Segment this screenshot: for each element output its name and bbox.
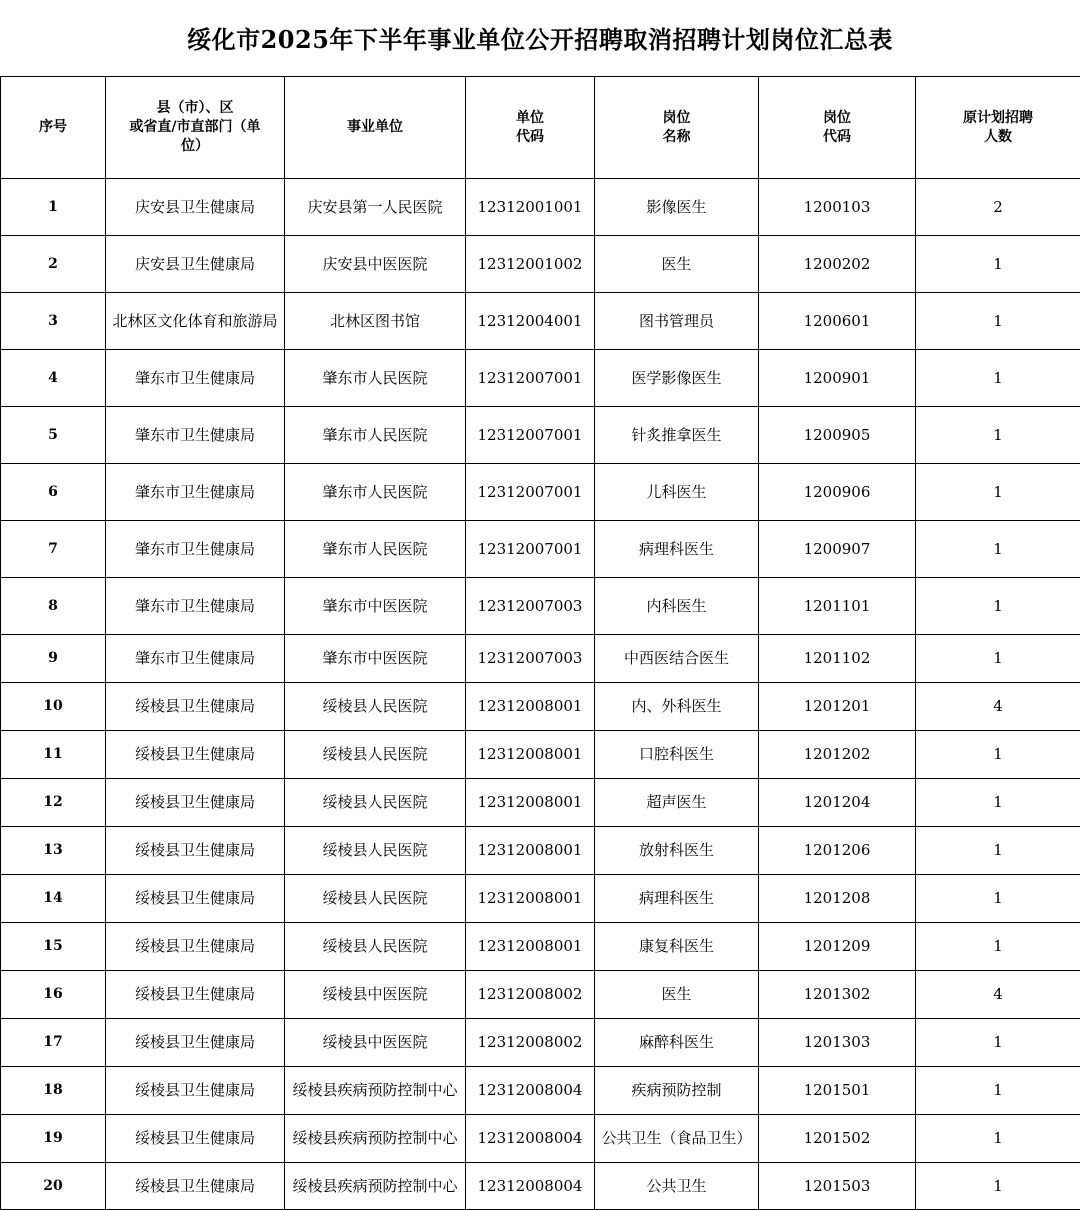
cell-unit: 绥棱县人民医院 [285,731,466,779]
cell-planned: 1 [916,923,1080,971]
cell-post-name: 儿科医生 [595,464,759,521]
cell-seq: 3 [1,293,106,350]
cell-post-code: 1200601 [759,293,916,350]
cell-unit: 绥棱县人民医院 [285,779,466,827]
cell-unit: 绥棱县中医医院 [285,1019,466,1067]
cell-planned: 1 [916,1019,1080,1067]
header-post-code [759,77,916,179]
cell-planned: 1 [916,350,1080,407]
cell-post-name: 医生 [595,236,759,293]
cell-seq: 2 [1,236,106,293]
cell-unit-code: 12312007001 [466,407,595,464]
cell-seq: 18 [1,1067,106,1115]
header-unit-code-line: 单位 [468,109,592,128]
cell-seq: 13 [1,827,106,875]
cell-county: 肇东市卫生健康局 [106,521,285,578]
cell-planned: 1 [916,293,1080,350]
cell-unit: 肇东市中医医院 [285,635,466,683]
table-row [1,875,1080,923]
cell-unit: 北林区图书馆 [285,293,466,350]
cell-post-code: 1200905 [759,407,916,464]
cell-unit-code: 12312008001 [466,731,595,779]
cell-unit-code: 12312007003 [466,578,595,635]
header-planned-line: 人数 [918,128,1078,147]
cell-seq: 16 [1,971,106,1019]
cell-post-name: 公共卫生 [595,1163,759,1210]
cell-post-name: 放射科医生 [595,827,759,875]
cell-post-code: 1201502 [759,1115,916,1163]
cell-planned: 1 [916,875,1080,923]
cell-county: 庆安县卫生健康局 [106,179,285,236]
cell-unit: 绥棱县人民医院 [285,827,466,875]
cell-planned: 1 [916,635,1080,683]
cell-unit-code: 12312008004 [466,1067,595,1115]
header-unit-code-line: 代码 [468,128,592,147]
cell-post-name: 麻醉科医生 [595,1019,759,1067]
cell-planned: 1 [916,779,1080,827]
cell-county: 北林区文化体育和旅游局 [106,293,285,350]
table-row [1,635,1080,683]
cell-seq: 6 [1,464,106,521]
cell-unit: 绥棱县疾病预防控制中心 [285,1067,466,1115]
cell-post-name: 内科医生 [595,578,759,635]
cell-unit-code: 12312008001 [466,779,595,827]
cell-seq: 8 [1,578,106,635]
cell-county: 绥棱县卫生健康局 [106,827,285,875]
header-post-code-line: 代码 [761,128,913,147]
cell-unit: 肇东市人民医院 [285,350,466,407]
header-post-name [595,77,759,179]
table-row [1,731,1080,779]
header-county [106,77,285,179]
cell-unit: 肇东市人民医院 [285,464,466,521]
cell-planned: 1 [916,578,1080,635]
cell-unit-code: 12312001002 [466,236,595,293]
table-row [1,236,1080,293]
cell-post-name: 医学影像医生 [595,350,759,407]
cell-planned: 4 [916,683,1080,731]
cell-unit-code: 12312008002 [466,971,595,1019]
cell-planned: 1 [916,464,1080,521]
cell-post-code: 1201209 [759,923,916,971]
cell-county: 绥棱县卫生健康局 [106,1019,285,1067]
cell-seq: 9 [1,635,106,683]
table-row [1,827,1080,875]
cell-unit-code: 12312007001 [466,464,595,521]
cell-planned: 2 [916,179,1080,236]
cell-seq: 5 [1,407,106,464]
cell-county: 肇东市卫生健康局 [106,350,285,407]
cell-post-code: 1201102 [759,635,916,683]
table-row [1,971,1080,1019]
header-county-line: 或省直/市直部门（单 [108,118,282,137]
cell-post-code: 1201204 [759,779,916,827]
table-row [1,179,1080,236]
cell-county: 绥棱县卫生健康局 [106,731,285,779]
table-body [1,179,1080,1210]
cell-post-code: 1200901 [759,350,916,407]
cell-post-name: 病理科医生 [595,875,759,923]
cell-unit-code: 12312008001 [466,683,595,731]
table-row [1,1067,1080,1115]
cell-county: 肇东市卫生健康局 [106,578,285,635]
cell-post-name: 内、外科医生 [595,683,759,731]
cell-county: 绥棱县卫生健康局 [106,779,285,827]
table-row [1,1163,1080,1210]
cell-seq: 10 [1,683,106,731]
page-title: 绥化市2025年下半年事业单位公开招聘取消招聘计划岗位汇总表 [0,22,1080,58]
cell-post-name: 疾病预防控制 [595,1067,759,1115]
cell-county: 绥棱县卫生健康局 [106,1067,285,1115]
cell-post-code: 1200202 [759,236,916,293]
cell-unit-code: 12312008004 [466,1115,595,1163]
cell-post-name: 影像医生 [595,179,759,236]
cell-unit: 绥棱县人民医院 [285,683,466,731]
table-row [1,1115,1080,1163]
cell-planned: 1 [916,407,1080,464]
cancelled-posts-table [0,76,1080,1210]
cell-unit: 绥棱县疾病预防控制中心 [285,1115,466,1163]
cell-post-name: 图书管理员 [595,293,759,350]
cell-county: 肇东市卫生健康局 [106,635,285,683]
header-planned-line: 原计划招聘 [918,109,1078,128]
cell-county: 庆安县卫生健康局 [106,236,285,293]
cell-county: 绥棱县卫生健康局 [106,1115,285,1163]
cell-unit-code: 12312007001 [466,350,595,407]
table-row [1,350,1080,407]
cell-post-code: 1201303 [759,1019,916,1067]
header-planned [916,77,1080,179]
table-row [1,578,1080,635]
table-row [1,683,1080,731]
cell-post-name: 公共卫生（食品卫生） [595,1115,759,1163]
cell-unit: 肇东市人民医院 [285,407,466,464]
cell-post-code: 1201503 [759,1163,916,1210]
cell-planned: 1 [916,236,1080,293]
header-unit: 事业单位 [285,77,466,179]
cell-planned: 4 [916,971,1080,1019]
cell-planned: 1 [916,731,1080,779]
cell-post-code: 1200103 [759,179,916,236]
cell-post-name: 病理科医生 [595,521,759,578]
cell-planned: 1 [916,521,1080,578]
cell-county: 绥棱县卫生健康局 [106,875,285,923]
table-row [1,923,1080,971]
cell-seq: 17 [1,1019,106,1067]
cell-unit-code: 12312007001 [466,521,595,578]
cell-post-code: 1201202 [759,731,916,779]
cell-post-name: 针炙推拿医生 [595,407,759,464]
cell-seq: 14 [1,875,106,923]
cell-unit: 肇东市中医医院 [285,578,466,635]
cell-planned: 1 [916,827,1080,875]
cell-seq: 15 [1,923,106,971]
cell-planned: 1 [916,1067,1080,1115]
table-row [1,1019,1080,1067]
cell-county: 绥棱县卫生健康局 [106,683,285,731]
cell-seq: 7 [1,521,106,578]
table-row [1,521,1080,578]
cell-planned: 1 [916,1163,1080,1210]
table-row [1,293,1080,350]
header-county-line: 位） [108,137,282,156]
cell-post-code: 1201201 [759,683,916,731]
cell-unit: 庆安县中医医院 [285,236,466,293]
header-county-line: 县（市）、区 [108,99,282,118]
cell-post-code: 1201206 [759,827,916,875]
header-seq: 序号 [1,77,106,179]
cell-unit-code: 12312008002 [466,1019,595,1067]
cell-county: 绥棱县卫生健康局 [106,971,285,1019]
cell-seq: 4 [1,350,106,407]
cell-unit: 庆安县第一人民医院 [285,179,466,236]
cell-seq: 11 [1,731,106,779]
cell-unit-code: 12312004001 [466,293,595,350]
cell-unit-code: 12312008001 [466,875,595,923]
header-post-name-line: 岗位 [597,109,756,128]
cell-county: 绥棱县卫生健康局 [106,1163,285,1210]
cell-unit-code: 12312001001 [466,179,595,236]
cell-post-name: 超声医生 [595,779,759,827]
cell-post-code: 1201101 [759,578,916,635]
cell-post-name: 康复科医生 [595,923,759,971]
header-post-name-line: 名称 [597,128,756,147]
cell-seq: 19 [1,1115,106,1163]
cell-unit: 绥棱县人民医院 [285,875,466,923]
cell-county: 肇东市卫生健康局 [106,407,285,464]
cell-post-name: 医生 [595,971,759,1019]
cell-unit: 绥棱县疾病预防控制中心 [285,1163,466,1210]
cell-post-code: 1201208 [759,875,916,923]
cell-post-code: 1200906 [759,464,916,521]
table-header-row [1,77,1080,179]
cell-unit: 绥棱县中医医院 [285,971,466,1019]
header-post-code-line: 岗位 [761,109,913,128]
cell-unit-code: 12312007003 [466,635,595,683]
cell-planned: 1 [916,1115,1080,1163]
cell-county: 绥棱县卫生健康局 [106,923,285,971]
cell-unit-code: 12312008004 [466,1163,595,1210]
cell-post-code: 1201302 [759,971,916,1019]
cell-post-code: 1200907 [759,521,916,578]
cell-post-name: 中西医结合医生 [595,635,759,683]
cell-county: 肇东市卫生健康局 [106,464,285,521]
table-row [1,407,1080,464]
cell-unit-code: 12312008001 [466,827,595,875]
table-row [1,779,1080,827]
cell-unit: 绥棱县人民医院 [285,923,466,971]
cell-unit-code: 12312008001 [466,923,595,971]
header-unit-code [466,77,595,179]
cell-post-code: 1201501 [759,1067,916,1115]
cell-seq: 1 [1,179,106,236]
cell-post-name: 口腔科医生 [595,731,759,779]
cell-seq: 12 [1,779,106,827]
cell-seq: 20 [1,1163,106,1210]
table-row [1,464,1080,521]
cell-unit: 肇东市人民医院 [285,521,466,578]
